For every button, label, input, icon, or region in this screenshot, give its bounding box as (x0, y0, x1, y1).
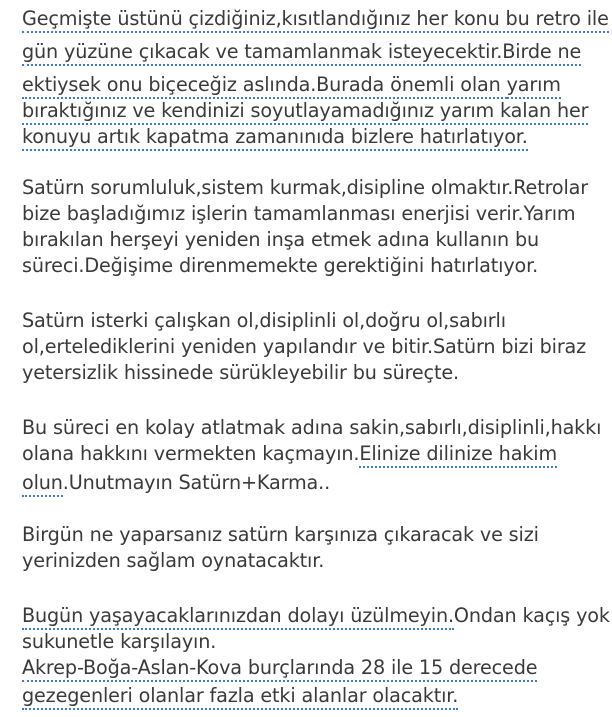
text-line (22, 98, 588, 124)
text-line: yetersizlik hissinede sürükleyebilir bu süreçte. (22, 361, 459, 384)
plain-text: Ondan kaçış yok (453, 604, 610, 627)
text-line: bırakılan herşeyi yeniden inşa etmek adına kullanın bu (22, 228, 540, 251)
text-line: ol,ertelediklerini yeniden yapılandır ve bitir.Satürn bizi biraz (22, 335, 587, 358)
plain-text: .Unutmayın Satürn+Karma.. (62, 471, 331, 494)
text-line (22, 124, 528, 150)
text-line (22, 72, 561, 98)
text-line (22, 683, 458, 709)
text-line (22, 441, 557, 467)
underlined-text[interactable]: Geçmişte üstünü çizdiğiniz,kısıtlandığınız her konu bu retro ile (22, 7, 609, 33)
text-line (22, 655, 537, 681)
underlined-text[interactable]: Akrep-Boğa-Aslan-Kova burçlarında 28 ile 15 derecede (22, 656, 537, 682)
text-line (22, 6, 609, 32)
underlined-text[interactable]: Elinize dilinize hakim (359, 442, 557, 468)
text-line: yerinizden sağlam oynatacaktır. (22, 549, 325, 572)
underlined-text[interactable]: gezegenleri olanlar fazla etki alanlar olacaktır. (22, 684, 458, 710)
underlined-text[interactable]: ektiysek onu biçeceğiz aslında.Burada önemli olan (22, 73, 507, 99)
underlined-text[interactable]: olun (22, 471, 63, 497)
underlined-text[interactable]: gün yüzüne çıkacak ve tamamlanmak isteyecektir.Birde ne (22, 40, 581, 66)
text-line: sukunetle karşılayın. (22, 630, 217, 653)
text-line: Satürn isterki çalışkan ol,disiplinli ol,doğru ol,sabırlı (22, 309, 506, 332)
text-line (22, 603, 610, 629)
text-line: süreci.Değişime direnmemekte gerektiğini hatırlatıyor. (22, 254, 539, 277)
underlined-text[interactable]: Bugün yaşayacaklarınızdan dolayı üzülmeyin. (22, 604, 454, 630)
underlined-text[interactable]: yarım (507, 73, 561, 99)
text-line (22, 470, 330, 496)
text-line (22, 39, 581, 65)
underlined-text[interactable]: bıraktığınız ve kendinizi soyutlayamadığınız yarım kalan her (22, 99, 588, 125)
text-line: bize başladığımız işlerin tamamlanması enerjisi verir.Yarım (22, 202, 576, 225)
plain-text: olana hakkını vermekten kaçmayın. (22, 442, 360, 465)
underlined-text[interactable]: konuyu artık kapatma zamanınıda bizlere hatırlatıyor. (22, 125, 528, 151)
text-line: Birgün ne yaparsanız satürn karşınıza çıkaracak ve sizi (22, 523, 539, 546)
text-line: Bu süreci en kolay atlatmak adına sakin,sabırlı,disiplinli,hakkı (22, 416, 602, 439)
text-line: Satürn sorumluluk,sistem kurmak,disipline olmaktır.Retrolar (22, 176, 589, 199)
